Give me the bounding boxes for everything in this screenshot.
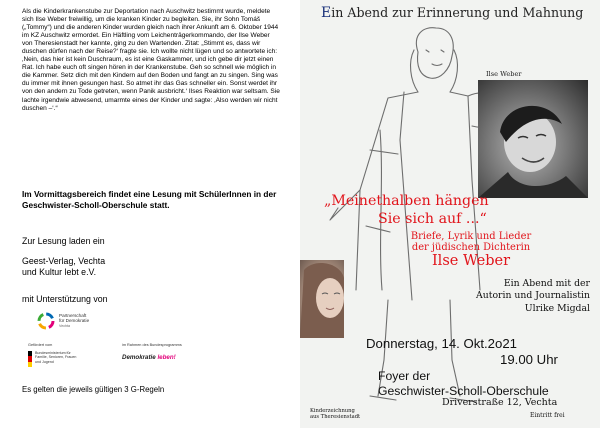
partnerschaft-logo <box>36 311 89 331</box>
subtitle-block <box>346 232 596 270</box>
organizer-line-1: Geest-Verlag, Vechta <box>22 256 106 266</box>
venue-line-1: Foyer der <box>378 369 431 383</box>
evening-line-2: Autorin und Journalistin <box>476 290 590 302</box>
header-rest: in Abend zur Erinnerung und Mahnung <box>331 5 584 20</box>
drawing-credit <box>310 408 360 420</box>
credit-line-1: Kinderzeichnung <box>310 408 355 414</box>
ilse-weber-portrait <box>478 80 588 198</box>
lesung-notice: Im Vormittagsbereich findet eine Lesung mit SchülerInnen in der Geschwister-Scholl-Oberschule statt. <box>22 189 277 210</box>
gefoerdert-label: Gefördert vom <box>28 343 53 347</box>
demokratie-word: Demokratie <box>122 354 156 361</box>
bundesprogramm-label: im Rahmen des Bundesprogramms <box>122 343 182 347</box>
event-date: Donnerstag, 14. Okt.2o21 <box>366 336 518 351</box>
ministry-name: Bundesministerium für Familie, Senioren, Frauen und Jugend <box>35 351 77 364</box>
quote-line-2: Sie sich auf ...“ <box>378 211 487 227</box>
evening-line-3: Ulrike Migdal <box>524 302 590 314</box>
pfd-line-1: Partnerschaft <box>59 313 87 319</box>
evening-line-1: Ein Abend mit der <box>503 278 590 289</box>
event-time: 19.00 Uhr <box>500 352 558 367</box>
portrait-face-icon <box>478 80 588 198</box>
sponsor-logos <box>22 307 292 379</box>
child-face-icon <box>300 260 344 338</box>
subtitle-line-1: Briefe, Lyrik und Lieder <box>410 231 532 242</box>
admission-note: Eintritt frei <box>530 412 565 419</box>
venue-line-2: Geschwister-Scholl-Oberschule <box>378 383 549 398</box>
pfd-sub: Vechta <box>59 323 70 328</box>
right-page <box>300 0 600 428</box>
flyer-header <box>321 5 583 21</box>
subtitle-line-2: der jüdischen Dichterin <box>411 241 531 253</box>
event-venue <box>378 369 549 398</box>
photo-caption: Ilse Weber <box>486 70 522 78</box>
demokratie-leben-logo <box>122 354 176 361</box>
evening-info <box>440 278 590 315</box>
header-initial: E <box>321 5 332 21</box>
event-address: Driverstraße 12, Vechta <box>442 397 558 408</box>
ministry-logo <box>28 351 83 367</box>
invite-text: Zur Lesung laden ein <box>22 236 105 246</box>
g-regel-notice: Es gelten die jeweils gültigen 3 G-Regeln <box>22 385 165 394</box>
leben-word: leben! <box>157 354 176 361</box>
child-portrait <box>300 260 344 338</box>
quote-line-1: „Meinethalben hängen <box>324 193 489 209</box>
title-quote <box>324 192 594 228</box>
german-flag-icon <box>28 351 32 367</box>
credit-line-2: aus Theresienstadt <box>310 414 361 421</box>
support-text: mit Unterstützung von <box>22 294 108 304</box>
story-paragraph: Als die Kinderkrankenstube zur Deportation nach Auschwitz bestimmt wurde, meldete sich Ilse Weber freiwillig, um die kranken Kinder zu begleiten. Sie, ihr Sohn Tomáš („Tommy“) und die anderen Kinder wurden gleich nach ihrer Ankunft am 6. Oktober 1944 im KZ Auschwitz ermordet. Ein Häftling vom Leichenträgerkommando, der Ilse Weber von Theresienstadt her kannte, ging zu den Wartenden. Zitat: „Stimmt es, dass wir duschen dürfen nach der Reise?‘ fragte sie. Ich wollte nicht lügen und so antwortete ich: ‚Nein, das hier ist kein Duschraum, es ist eine Gaskammer, und ich gebe dir jetzt einen Rat. Ich habe euch oft singen hören in der Krankenstube. Geh so schnell wie möglich in die Kammer. Setz dich mit den Kindern auf den Boden und fangt an zu singen. Sing was du immer mit ihnen gesungen hast. So atmet ihr das Gas schneller ein. Sonst werdet ihr von den andern zu Tode getreten, wenn Panik ausbricht.‘ Ilses Reaktion war seltsam. Sie lachte irgendwie abwesend, umarmte eines der Kinder und sagte: ‚Also werden wir nicht duschen –‘.“ <box>22 8 280 112</box>
partnerschaft-ring-icon <box>36 311 56 331</box>
pfd-line-2: für Demokratie <box>59 318 90 324</box>
poet-name: Ilse Weber <box>431 253 511 270</box>
organizer-line-2: und Kultur lebt e.V. <box>22 267 97 277</box>
